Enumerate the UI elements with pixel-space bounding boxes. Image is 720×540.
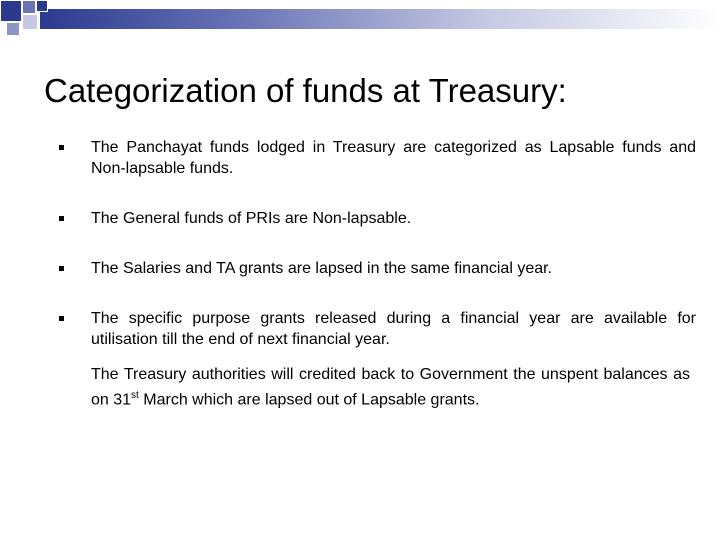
note-superscript: st [131,390,139,401]
bullet-item [56,308,696,350]
decorative-square [22,0,36,14]
decorative-square [0,0,22,22]
bullet-text: The specific purpose grants released during a financial year are available for utilisation till the end of next financial year. [91,310,696,348]
bullet-item [56,137,696,179]
decorative-square [36,0,48,12]
square-bullet-icon [59,216,64,221]
square-bullet-icon [59,145,64,150]
bullet-text: The Salaries and TA grants are lapsed in the same financial year. [91,260,553,277]
square-bullet-icon [59,316,64,321]
bullet-item [56,208,696,229]
treasury-note [91,364,690,410]
decorative-square [22,14,38,30]
bullet-list [56,137,696,350]
header-gradient-bar [40,9,720,29]
decorative-square [6,22,20,36]
bullet-text: The Panchayat funds lodged in Treasury are categorized as Lapsable funds and Non-lapsable funds. [91,139,696,177]
bullet-item [56,258,696,279]
note-text-start: The Treasury authorities will credited back to Government the unspent balances as on 31 [91,366,690,409]
note-text-end: March which are lapsed out of Lapsable grants. [138,391,480,409]
slide-title: Categorization of funds at Treasury: [44,72,567,109]
bullet-text: The General funds of PRIs are Non-lapsable. [91,210,412,227]
square-bullet-icon [59,266,64,271]
